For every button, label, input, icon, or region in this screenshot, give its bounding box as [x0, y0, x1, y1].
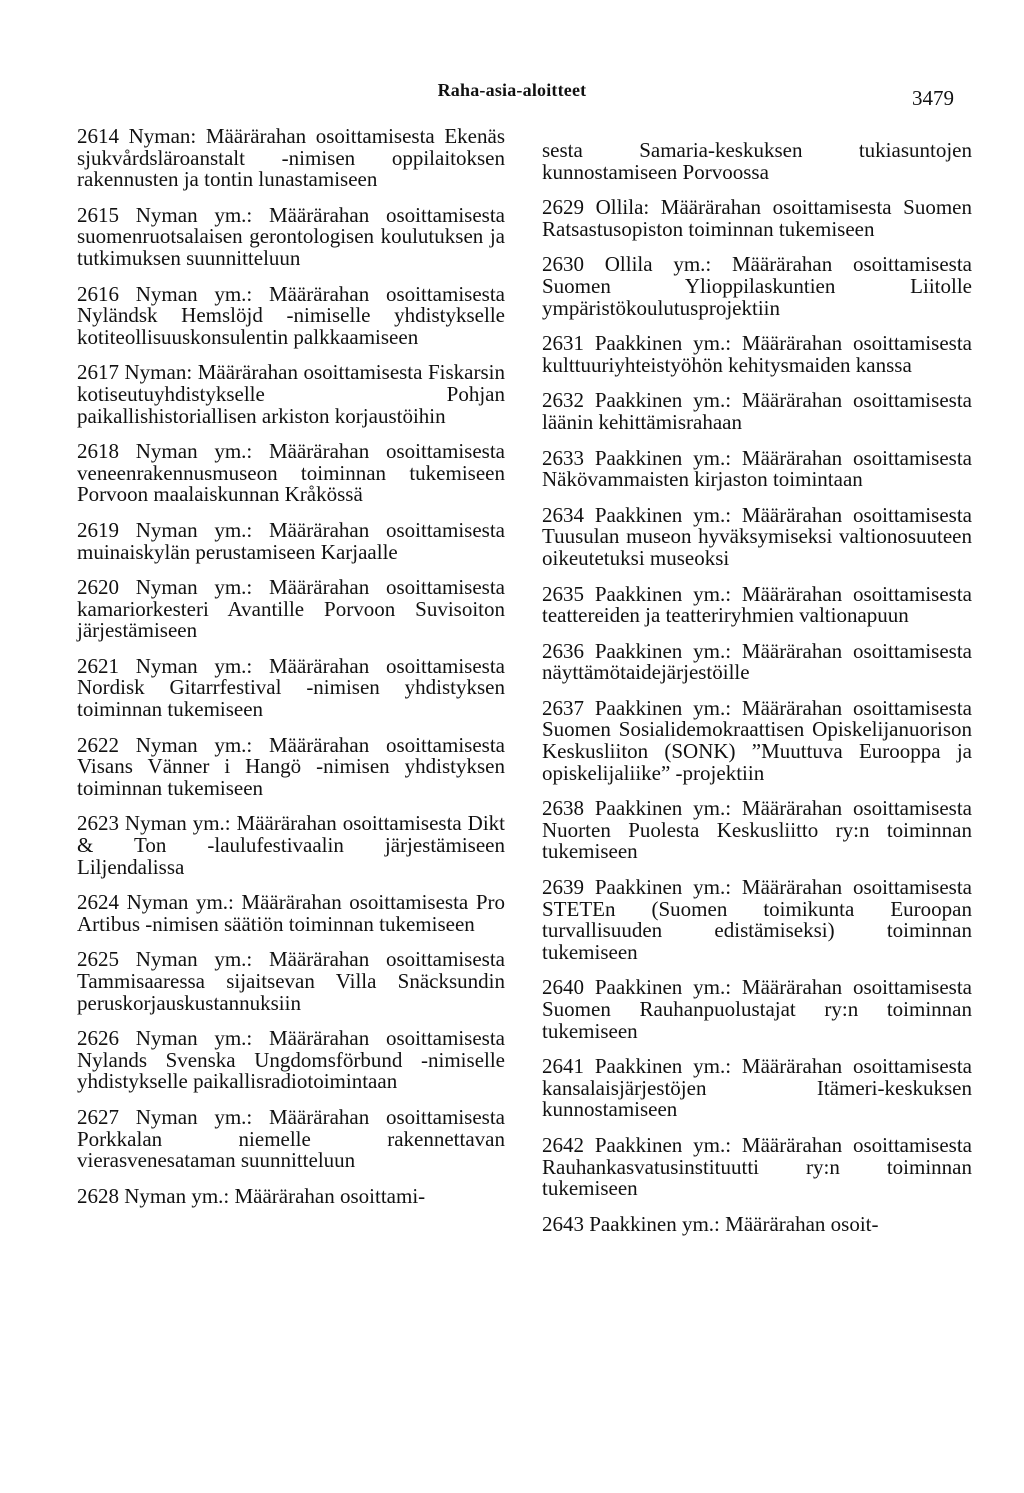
entry-2639: 2639 Paakkinen ym.: Määrärahan osoittamisesta STETEn (Suomen toimikunta Euroopan turvallisuuden edistämiseksi) toiminnan tukemiseen — [542, 875, 972, 964]
entry-2634: 2634 Paakkinen ym.: Määrärahan osoittamisesta Tuusulan museon hyväksymiseksi valtionosuuteen oikeutetuksi museoksi — [542, 502, 972, 570]
entry-2635: 2635 Paakkinen ym.: Määrärahan osoittamisesta teattereiden ja teatteriryhmien valtionapuun — [542, 581, 972, 628]
entry-2626: 2626 Nyman ym.: Määrärahan osoittamisesta Nylands Svenska Ungdomsförbund -nimiselle yhdistykselle paikallisradiotoimintaan — [77, 1026, 505, 1094]
page-number: 3479 — [912, 86, 954, 110]
entry-2637: 2637 Paakkinen ym.: Määrärahan osoittamisesta Suomen Sosialidemokraattisen Opiskelijanuorison Keskusliiton (SONK) ”Muuttuva Eurooppa ja opiskelijaliike” -projektiin — [542, 695, 972, 785]
entry-2642: 2642 Paakkinen ym.: Määrärahan osoittamisesta Rauhankasvatusinstituutti ry:n toiminnan tukemiseen — [542, 1132, 972, 1201]
entry-2621: 2621 Nyman ym.: Määrärahan osoittamisesta Nordisk Gitarrfestival -nimisen yhdistyksen toiminnan tukemiseen — [77, 653, 505, 722]
entry-2632: 2632 Paakkinen ym.: Määrärahan osoittamisesta läänin kehittämisrahaan — [542, 388, 972, 434]
entry-2625: 2625 Nyman ym.: Määrärahan osoittamisesta Tammisaaressa sijaitsevan Villa Snäcksundin peruskorjauskustannuksiin — [77, 947, 505, 1015]
left-column — [77, 126, 505, 1221]
entry-2631: 2631 Paakkinen ym.: Määrärahan osoittamisesta kulttuuriyhteistyöhön kehitysmaiden kanssa — [542, 331, 972, 377]
entry-2624: 2624 Nyman ym.: Määrärahan osoittamisesta Pro Artibus -nimisen säätiön toiminnan tukemiseen — [77, 890, 505, 936]
entry-2636: 2636 Paakkinen ym.: Määrärahan osoittamisesta näyttämötaidejärjestöille — [542, 638, 972, 685]
entry-2622: 2622 Nyman ym.: Määrärahan osoittamisesta Visans Vänner i Hangö -nimisen yhdistyksen toiminnan tukemiseen — [77, 732, 505, 800]
entry-2643: 2643 Paakkinen ym.: Määrärahan osoit- — [542, 1211, 879, 1236]
entry-2617: 2617 Nyman: Määrärahan osoittamisesta Fiskarsin kotiseutuyhdistykselle Pohjan paikallishistoriallisen arkiston korjaustöihin — [77, 360, 505, 428]
entry-2628: 2628 Nyman ym.: Määrärahan osoittami- — [77, 1183, 426, 1208]
entry-2627: 2627 Nyman ym.: Määrärahan osoittamisesta Porkkalan niemelle rakennettavan vierasvenesataman suunnitteluun — [77, 1104, 505, 1173]
entry-2638: 2638 Paakkinen ym.: Määrärahan osoittamisesta Nuorten Puolesta Keskusliitto ry:n toiminnan tukemiseen — [542, 796, 972, 864]
entry-2614: 2614 Nyman: Määrärahan osoittamisesta Ekenäs sjukvårdsläroanstalt -nimisen oppilaitoksen rakennusten ja tontin lunastamiseen — [77, 124, 505, 192]
entry-2630: 2630 Ollila ym.: Määrärahan osoittamisesta Suomen Ylioppilaskuntien Liitolle ympäristökoulutusprojektiin — [542, 252, 972, 320]
entry-2618: 2618 Nyman ym.: Määrärahan osoittamisesta veneenrakennusmuseon toiminnan tukemiseen Porvoon maalaiskunnan Kråkössä — [77, 439, 505, 507]
entry-2640: 2640 Paakkinen ym.: Määrärahan osoittamisesta Suomen Rauhanpuolustajat ry:n toiminnan tukemiseen — [542, 975, 972, 1043]
running-title: Raha-asia-aloitteet — [437, 80, 587, 100]
entry-2641: 2641 Paakkinen ym.: Määrärahan osoittamisesta kansalaisjärjestöjen Itämeri-keskuksen kunnostamiseen — [542, 1054, 972, 1122]
entry-2616: 2616 Nyman ym.: Määrärahan osoittamisesta Nyländsk Hemslöjd -nimiselle yhdistykselle kotiteollisuuskonsulentin palkkaamiseen — [77, 281, 505, 349]
right-column — [542, 140, 972, 1249]
entry-2619: 2619 Nyman ym.: Määrärahan osoittamisesta muinaiskylän perustamiseen Karjaalle — [77, 517, 505, 564]
entry-2629: 2629 Ollila: Määrärahan osoittamisesta Suomen Ratsastusopiston toiminnan tukemiseen — [542, 195, 972, 241]
entry-2633: 2633 Paakkinen ym.: Määrärahan osoittamisesta Näkövammaisten kirjaston toimintaan — [542, 445, 972, 492]
entry-2615: 2615 Nyman ym.: Määrärahan osoittamisesta suomenruotsalaisen gerontologisen koulutuksen ja tutkimuksen suunnitteluun — [77, 202, 505, 270]
entry-2628-continued: sesta Samaria-keskuksen tukiasuntojen kunnostamiseen Porvoossa — [542, 138, 972, 184]
entry-2620: 2620 Nyman ym.: Määrärahan osoittamisesta kamariorkesteri Avantille Porvoon Suvisoiton järjestämiseen — [77, 575, 505, 643]
entry-2623: 2623 Nyman ym.: Määrärahan osoittamisesta Dikt & Ton -laulufestivaalin järjestämiseen Liljendalissa — [77, 811, 505, 879]
